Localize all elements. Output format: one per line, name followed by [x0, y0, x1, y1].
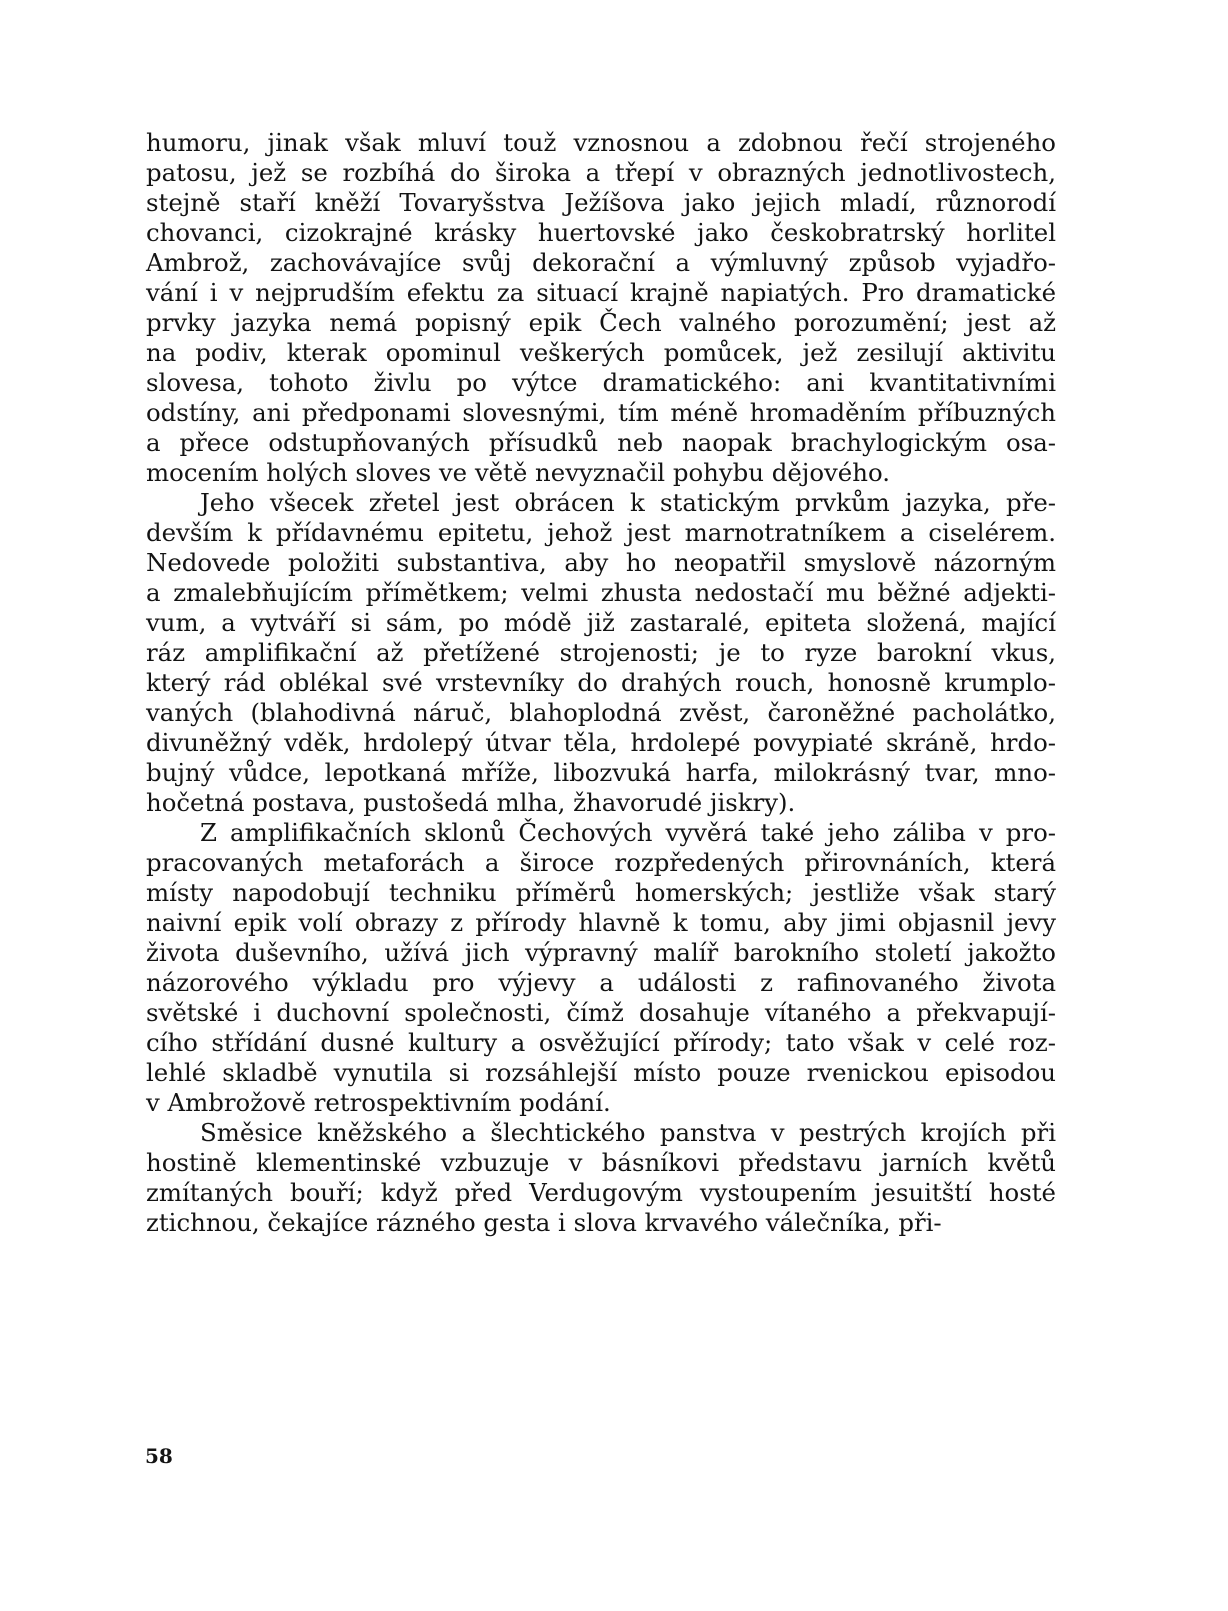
page-number: 58 — [145, 1444, 173, 1468]
paragraph — [146, 818, 1056, 1118]
text-line: chovanci, cizokrajné krásky huertovské jako českobratrský horlitel — [146, 218, 1056, 247]
text-line: života duševního, užívá jich výpravný malíř barokního století jakožto — [146, 938, 1056, 967]
paragraph — [146, 128, 1056, 488]
text-line: pracovaných metaforách a široce rozpředených přirovnáních, která — [146, 848, 1056, 877]
text-line: bujný vůdce, lepotkaná mříže, libozvuká harfa, milokrásný tvar, mno- — [146, 758, 1056, 787]
text-line: na podiv, kterak opominul veškerých pomůcek, jež zesilují aktivitu — [146, 338, 1056, 367]
text-line: stejně staří kněží Tovaryšstva Ježíšova jako jejich mladí, různorodí — [146, 188, 1056, 217]
text-line: vum, a vytváří si sám, po módě již zastaralé, epiteta složená, mající — [146, 608, 1056, 637]
text-line: v Ambrožově retrospektivním podání. — [146, 1088, 611, 1117]
text-line: Nedovede položiti substantiva, aby ho neopatřil smyslově názorným — [146, 548, 1056, 577]
text-line: vaných (blahodivná náruč, blahoplodná zvěst, čaroněžné pacholátko, — [146, 698, 1056, 727]
text-line: mocením holých sloves ve větě nevyznačil pohybu dějového. — [146, 458, 890, 487]
text-line: patosu, jež se rozbíhá do široka a třepí v obrazných jednotlivostech, — [146, 158, 1056, 187]
text-line: ztichnou, čekajíce rázného gesta i slova krvavého válečníka, při- — [146, 1208, 942, 1237]
text-line: humoru, jinak však mluví touž vznosnou a zdobnou řečí strojeného — [146, 128, 1056, 157]
text-line: naivní epik volí obrazy z přírody hlavně k tomu, aby jimi objasnil jevy — [146, 908, 1056, 937]
text-line: Směsice kněžského a šlechtického panstva v pestrých krojích při — [200, 1118, 1056, 1147]
text-line: devším k přídavnému epitetu, jehož jest marnotratníkem a ciselérem. — [146, 518, 1056, 547]
text-line: divuněžný vděk, hrdolepý útvar těla, hrdolepé povypiaté skráně, hrdo- — [146, 728, 1056, 757]
text-line: zmítaných bouří; když před Verdugovým vystoupením jesuitští hosté — [146, 1178, 1056, 1207]
body-text — [146, 128, 1056, 1238]
text-line: který rád oblékal své vrstevníky do drahých rouch, honosně krumplo- — [146, 668, 1056, 697]
text-line: slovesa, tohoto živlu po výtce dramatického: ani kvantitativními — [146, 368, 1056, 397]
text-line: vání i v nejprudším efektu za situací krajně napiatých. Pro dramatické — [146, 278, 1056, 307]
text-line: odstíny, ani předponami slovesnými, tím méně hromaděním příbuzných — [146, 398, 1056, 427]
text-line: lehlé skladbě vynutila si rozsáhlejší místo pouze rvenickou episodou — [146, 1058, 1056, 1087]
text-line: a přece odstupňovaných přísudků neb naopak brachylogickým osa- — [146, 428, 1056, 457]
paragraph — [146, 1118, 1056, 1238]
text-line: a zmalebňujícím přímětkem; velmi zhusta nedostačí mu běžné adjekti- — [146, 578, 1056, 607]
text-line: cího střídání dusné kultury a osvěžující přírody; tato však v celé roz- — [146, 1028, 1056, 1057]
text-line: hočetná postava, pustošedá mlha, žhavorudé jiskry). — [146, 788, 796, 817]
text-line: Z amplifikačních sklonů Čechových vyvěrá také jeho záliba v pro- — [200, 818, 1056, 847]
text-line: světské i duchovní společnosti, čímž dosahuje vítaného a překvapují- — [146, 998, 1056, 1027]
text-line: Ambrož, zachovávajíce svůj dekorační a výmluvný způsob vyjadřo- — [146, 248, 1056, 277]
text-line: ráz amplifikační až přetížené strojenosti; je to ryze barokní vkus, — [146, 638, 1056, 667]
text-line: názorového výkladu pro výjevy a události z rafinovaného života — [146, 968, 1056, 997]
text-line: místy napodobují techniku příměrů homerských; jestliže však starý — [146, 878, 1056, 907]
text-line: prvky jazyka nemá popisný epik Čech valného porozumění; jest až — [146, 308, 1056, 337]
text-line: Jeho všecek zřetel jest obrácen k statickým prvkům jazyka, pře- — [200, 488, 1056, 517]
text-line: hostině klementinské vzbuzuje v básníkovi představu jarních květů — [146, 1148, 1056, 1177]
paragraph — [146, 488, 1056, 818]
